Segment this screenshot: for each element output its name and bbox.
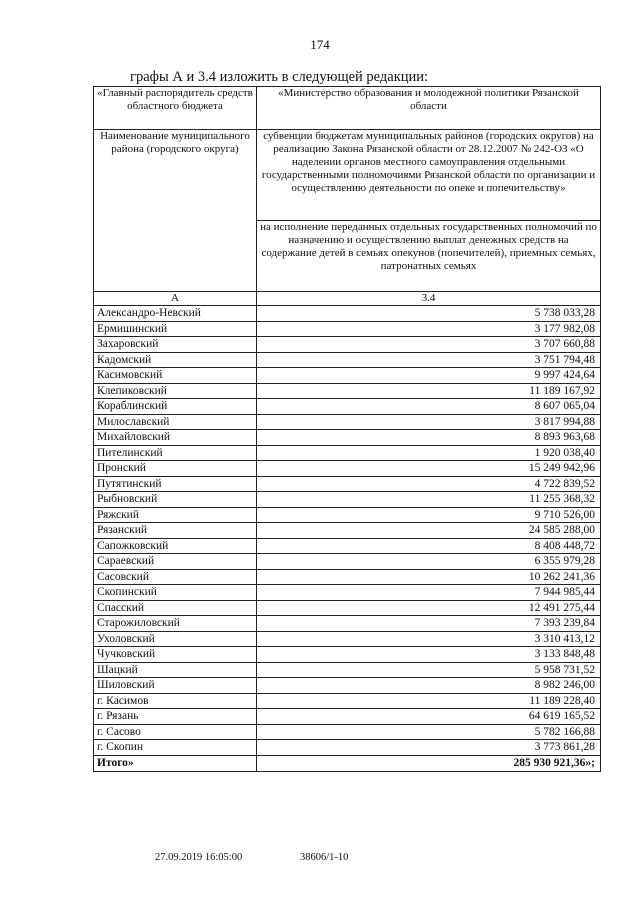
municipality-name: Сараевский xyxy=(94,554,257,570)
table-row xyxy=(94,492,601,508)
municipality-name: г. Рязань xyxy=(94,709,257,725)
table-row xyxy=(94,538,601,554)
amount-value: 3 773 861,28 xyxy=(257,740,601,756)
municipality-name: г. Касимов xyxy=(94,693,257,709)
amount-value: 6 355 979,28 xyxy=(257,554,601,570)
table-row xyxy=(94,616,601,632)
municipality-name: Михайловский xyxy=(94,430,257,446)
amount-value: 7 393 239,84 xyxy=(257,616,601,632)
amount-value: 8 408 448,72 xyxy=(257,538,601,554)
municipality-name: Захаровский xyxy=(94,337,257,353)
column-number-row xyxy=(94,292,601,306)
table-row xyxy=(94,337,601,353)
header-row-subvention xyxy=(94,130,601,221)
page-number: 174 xyxy=(310,37,330,52)
municipality-name: Александро-Невский xyxy=(94,306,257,322)
amount-value: 9 710 526,00 xyxy=(257,507,601,523)
table-row xyxy=(94,368,601,384)
amount-value: 15 249 942,96 xyxy=(257,461,601,477)
table-row xyxy=(94,709,601,725)
total-row xyxy=(94,755,601,771)
municipality-name: Спасский xyxy=(94,600,257,616)
municipality-name: Чучковский xyxy=(94,647,257,663)
footer-doc-code: 38606/1-10 xyxy=(300,852,349,863)
table-row xyxy=(94,306,601,322)
municipality-name: Сапожковский xyxy=(94,538,257,554)
municipality-label-cell: Наименование муниципального района (городского округа) xyxy=(94,130,257,292)
municipality-name: Рыбновский xyxy=(94,492,257,508)
table-row xyxy=(94,724,601,740)
municipality-name: Сасовский xyxy=(94,569,257,585)
table-row xyxy=(94,693,601,709)
total-label: Итого» xyxy=(94,755,257,771)
municipality-name: Пителинский xyxy=(94,445,257,461)
table-row xyxy=(94,600,601,616)
footer-timestamp: 27.09.2019 16:05:00 xyxy=(155,852,243,863)
column-b-label: 3.4 xyxy=(257,292,601,306)
amount-value: 3 751 794,48 xyxy=(257,352,601,368)
municipality-name: Шацкий xyxy=(94,662,257,678)
amount-value: 11 189 167,92 xyxy=(257,383,601,399)
table-row xyxy=(94,569,601,585)
table-row xyxy=(94,321,601,337)
amount-value: 64 619 165,52 xyxy=(257,709,601,725)
table-row xyxy=(94,585,601,601)
amount-value: 8 607 065,04 xyxy=(257,399,601,415)
distributor-label-cell: «Главный распорядитель средств областного бюджета xyxy=(94,87,257,130)
amount-value: 8 893 963,68 xyxy=(257,430,601,446)
table-row xyxy=(94,678,601,694)
amount-value: 3 133 848,48 xyxy=(257,647,601,663)
amount-value: 7 944 985,44 xyxy=(257,585,601,601)
purpose-cell: на исполнение переданных отдельных государственных полномочий по назначению и осуществлению выплат денежных средств на содержание детей в семьях опекунов (попечителей), приемных семьях, патронатных семьях xyxy=(257,221,601,292)
municipality-name: Пронский xyxy=(94,461,257,477)
municipality-name: г. Скопин xyxy=(94,740,257,756)
table-row xyxy=(94,445,601,461)
municipality-name: Путятинский xyxy=(94,476,257,492)
amount-value: 11 189 228,40 xyxy=(257,693,601,709)
amount-value: 12 491 275,44 xyxy=(257,600,601,616)
municipality-name: Касимовский xyxy=(94,368,257,384)
table-row xyxy=(94,523,601,539)
amount-value: 10 262 241,36 xyxy=(257,569,601,585)
distributor-value-cell: «Министерство образования и молодежной политики Рязанской области xyxy=(257,87,601,130)
amount-value: 3 177 982,08 xyxy=(257,321,601,337)
column-a-label: А xyxy=(94,292,257,306)
municipality-name: Скопинский xyxy=(94,585,257,601)
amount-value: 9 997 424,64 xyxy=(257,368,601,384)
amount-value: 11 255 368,32 xyxy=(257,492,601,508)
municipality-name: Ермишинский xyxy=(94,321,257,337)
amount-value: 4 722 839,52 xyxy=(257,476,601,492)
municipality-name: Ряжский xyxy=(94,507,257,523)
municipality-name: г. Сасово xyxy=(94,724,257,740)
table-row xyxy=(94,414,601,430)
table-row xyxy=(94,476,601,492)
amount-value: 5 958 731,52 xyxy=(257,662,601,678)
municipality-name: Рязанский xyxy=(94,523,257,539)
table-row xyxy=(94,740,601,756)
table-row xyxy=(94,430,601,446)
amount-value: 3 707 660,88 xyxy=(257,337,601,353)
table-row xyxy=(94,399,601,415)
table-row xyxy=(94,662,601,678)
amount-value: 24 585 288,00 xyxy=(257,523,601,539)
amount-value: 5 738 033,28 xyxy=(257,306,601,322)
municipality-name: Старожиловский xyxy=(94,616,257,632)
table-row xyxy=(94,383,601,399)
amount-value: 3 310 413,12 xyxy=(257,631,601,647)
header-row-distributor xyxy=(94,87,601,130)
table-row xyxy=(94,461,601,477)
municipality-name: Кораблинский xyxy=(94,399,257,415)
subvention-cell: субвенции бюджетам муниципальных районов (городских округов) на реализацию Закона Рязанской области от 28.12.2007 № 242-ОЗ «О наделении органов местного самоуправления отдельными государственными полномочиями Рязанской области по организации и осуществлению деятельности по опеке и попечительству» xyxy=(257,130,601,221)
intro-text: графы А и 3.4 изложить в следующей редакции: xyxy=(130,69,429,85)
amount-value: 5 782 166,88 xyxy=(257,724,601,740)
municipality-name: Шиловский xyxy=(94,678,257,694)
municipality-name: Клепиковский xyxy=(94,383,257,399)
subvention-table xyxy=(93,86,601,772)
table-row xyxy=(94,352,601,368)
amount-value: 8 982 246,00 xyxy=(257,678,601,694)
table-row xyxy=(94,647,601,663)
table-row xyxy=(94,631,601,647)
municipality-name: Кадомский xyxy=(94,352,257,368)
amount-value: 3 817 994,88 xyxy=(257,414,601,430)
table-row xyxy=(94,507,601,523)
table-row xyxy=(94,554,601,570)
municipality-name: Милославский xyxy=(94,414,257,430)
amount-value: 1 920 038,40 xyxy=(257,445,601,461)
municipality-name: Ухоловский xyxy=(94,631,257,647)
total-value: 285 930 921,36»; xyxy=(257,755,601,771)
